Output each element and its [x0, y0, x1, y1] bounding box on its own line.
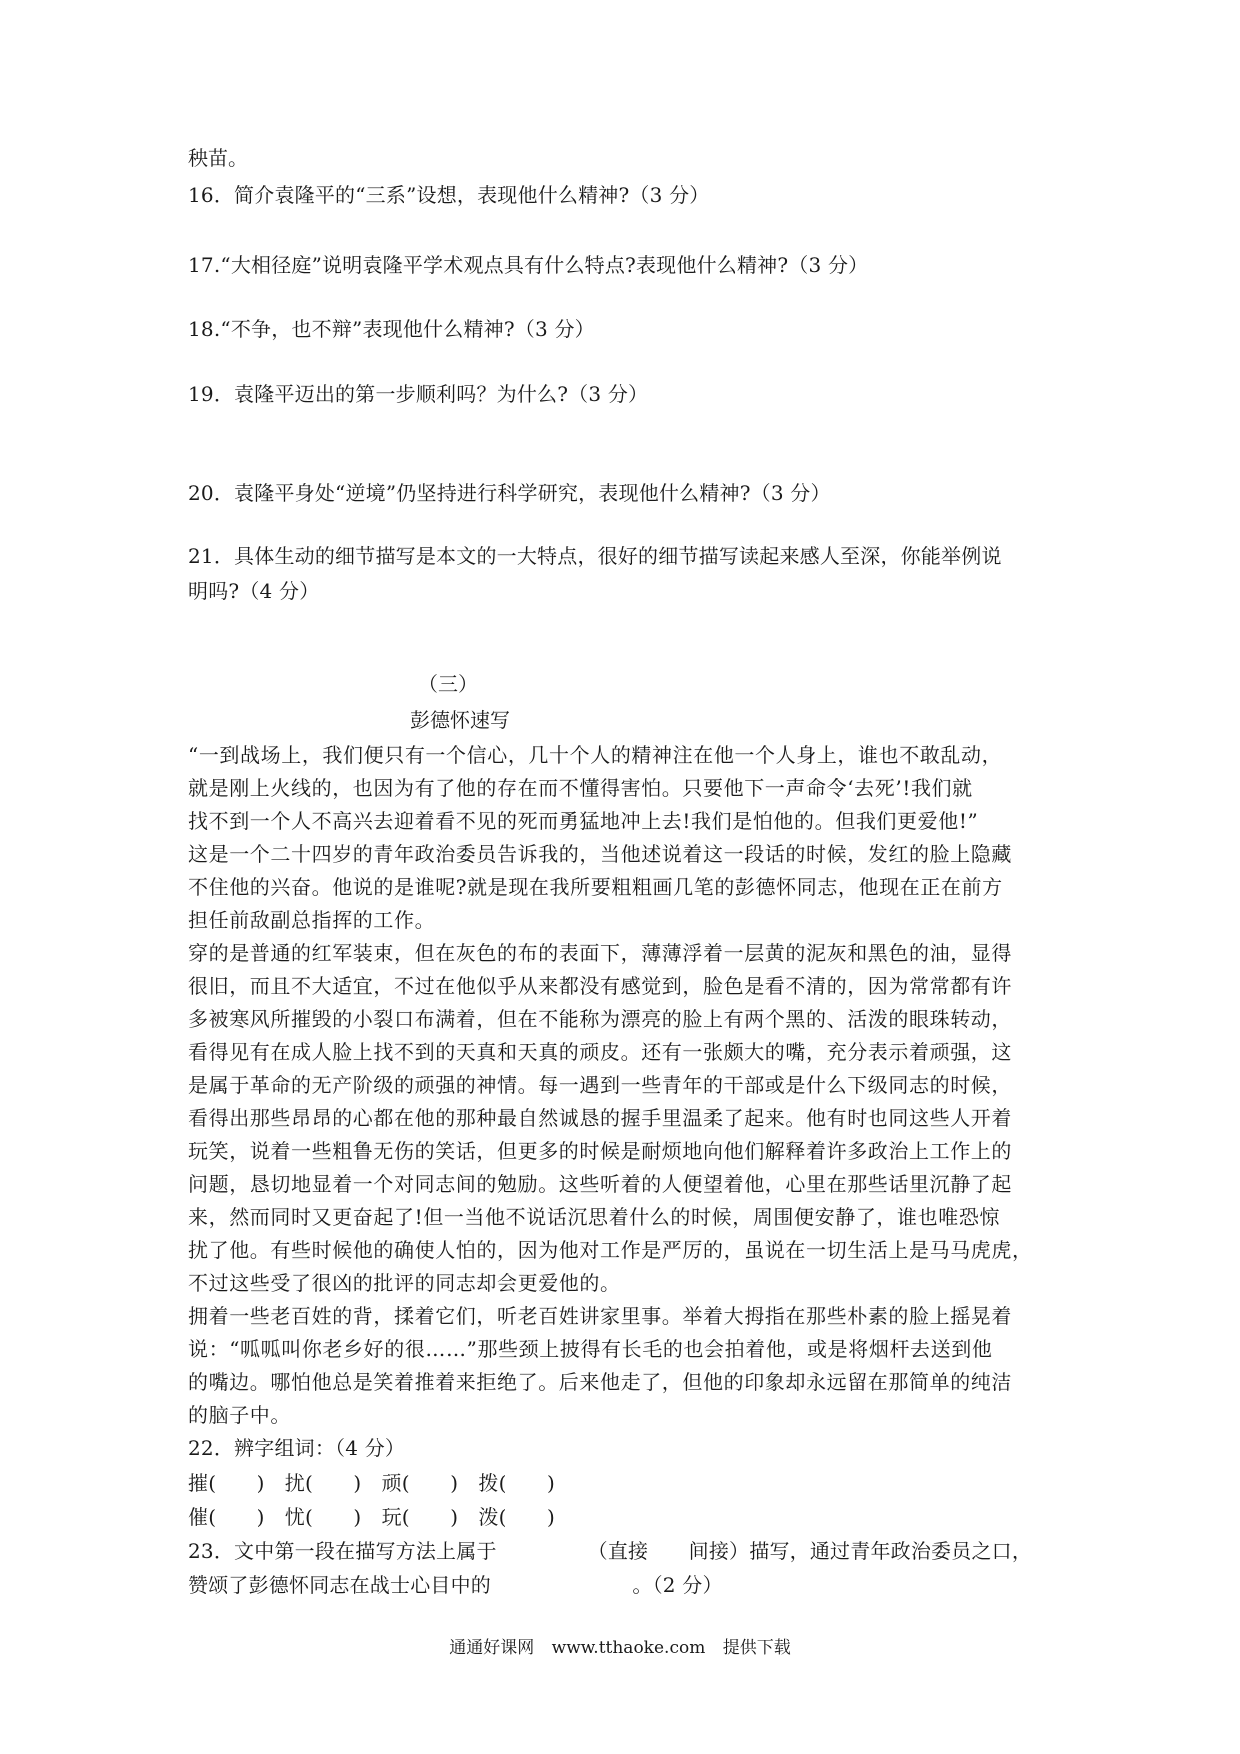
passage-line: “一到战场上，我们便只有一个信心，几十个人的精神注在他一个人身上，谁也不敢乱动， — [188, 743, 1003, 767]
footer-download-text: 提供下载 — [722, 1638, 791, 1658]
passage-line: 很旧，而且不大适宜，不过在他似乎从来都没有感觉到，脸色是看不清的，因为常常都有许 — [188, 974, 1012, 998]
passage-line: 穿的是普通的红军装束，但在灰色的布的表面下，薄薄浮着一层黄的泥灰和黑色的油，显得 — [188, 941, 1012, 965]
question-17: 17.“大相径庭”说明袁隆平学术观点具有什么特点?表现他什么精神?（3 分） — [188, 253, 869, 277]
question-20: 20．袁隆平身处“逆境”仍坚持进行科学研究，表现他什么精神?（3 分） — [188, 481, 831, 505]
footer-url[interactable]: www.tthaoke.com — [551, 1638, 706, 1658]
passage-line: 扰了他。有些时候他的确使人怕的，因为他对工作是严厉的，虽说在一切生活上是马马虎虎， — [188, 1238, 1033, 1262]
passage-line: 是属于革命的无产阶级的顽强的神情。每一遇到一些青年的干部或是什么下级同志的时候， — [188, 1073, 1012, 1097]
passage-line: 找不到一个人不高兴去迎着看不见的死而勇猛地冲上去!我们是怕他的。但我们更爱他!” — [188, 809, 979, 833]
passage-line: 的脑子中。 — [188, 1403, 291, 1427]
passage-line: 问题，恳切地显着一个对同志间的勉励。这些听着的人便望着他，心里在那些话里沉静了起 — [188, 1172, 1012, 1196]
footer — [0, 1636, 1240, 1660]
question-19: 19．袁隆平迈出的第一步顺利吗？为什么?（3 分） — [188, 382, 649, 406]
passage-line: 这是一个二十四岁的青年政治委员告诉我的，当他述说着这一段话的时候，发红的脸上隐藏 — [188, 842, 1012, 866]
footer-site-name: 通通好课网 — [449, 1638, 535, 1658]
passage-line: 不过这些受了很凶的批评的同志却会更爱他的。 — [188, 1271, 621, 1295]
top-fragment: 秧苗。 — [188, 146, 248, 170]
question-21-line-2: 明吗?（4 分） — [188, 579, 320, 603]
question-22-row-1: 摧( ) 扰( ) 顽( ) 拨( ) — [188, 1471, 556, 1495]
passage-line: 来，然而同时又更奋起了!但一当他不说话沉思着什么的时候，周围便安静了，谁也唯恐惊 — [188, 1205, 1001, 1229]
question-18: 18.“不争，也不辩”表现他什么精神?（3 分） — [188, 317, 595, 341]
passage-line: 就是刚上火线的，也因为有了他的存在而不懂得害怕。只要他下一声命令‘去死’!我们就 — [188, 776, 973, 800]
question-16: 16．简介袁隆平的“三系”设想，表现他什么精神?（3 分） — [188, 183, 710, 207]
passage-line: 担任前敌副总指挥的工作。 — [188, 908, 436, 932]
question-23-line-1: 23．文中第一段在描写方法上属于 （直接 间接）描写，通过青年政治委员之口， — [188, 1539, 1033, 1563]
passage-line: 不住他的兴奋。他说的是谁呢?就是现在我所要粗粗画几笔的彭德怀同志，他现在正在前方 — [188, 875, 1003, 899]
section-number: （三） — [418, 672, 478, 696]
question-23-line-2: 赞颂了彭德怀同志在战士心目中的 。（2 分） — [188, 1573, 723, 1597]
passage-line: 的嘴边。哪怕他总是笑着推着来拒绝了。后来他走了，但他的印象却永远留在那简单的纯洁 — [188, 1370, 1012, 1394]
passage-line: 看得出那些昂昂的心都在他的那种最自然诚恳的握手里温柔了起来。他有时也同这些人开着 — [188, 1106, 1012, 1130]
passage-line: 玩笑，说着一些粗鲁无伤的笑话，但更多的时候是耐烦地向他们解释着许多政治上工作上的 — [188, 1139, 1012, 1163]
passage-line: 拥着一些老百姓的背，揉着它们，听老百姓讲家里事。举着大拇指在那些朴素的脸上摇晃着 — [188, 1304, 1012, 1328]
passage-line: 多被寒风所摧毁的小裂口布满着，但在不能称为漂亮的脸上有两个黑的、活泼的眼珠转动， — [188, 1007, 1012, 1031]
question-22: 22．辨字组词：（4 分） — [188, 1436, 406, 1460]
passage-line: 看得见有在成人脸上找不到的天真和天真的顽皮。还有一张颇大的嘴，充分表示着顽强，这 — [188, 1040, 1012, 1064]
section-title: 彭德怀速写 — [410, 708, 510, 732]
question-21-line-1: 21．具体生动的细节描写是本文的一大特点，很好的细节描写读起来感人至深，你能举例说 — [188, 544, 1002, 568]
passage-line: 说：“呱呱叫你老乡好的很……”那些颈上披得有长毛的也会拍着他，或是将烟杆去送到他 — [188, 1337, 993, 1361]
question-22-row-2: 催( ) 忧( ) 玩( ) 泼( ) — [188, 1505, 556, 1529]
